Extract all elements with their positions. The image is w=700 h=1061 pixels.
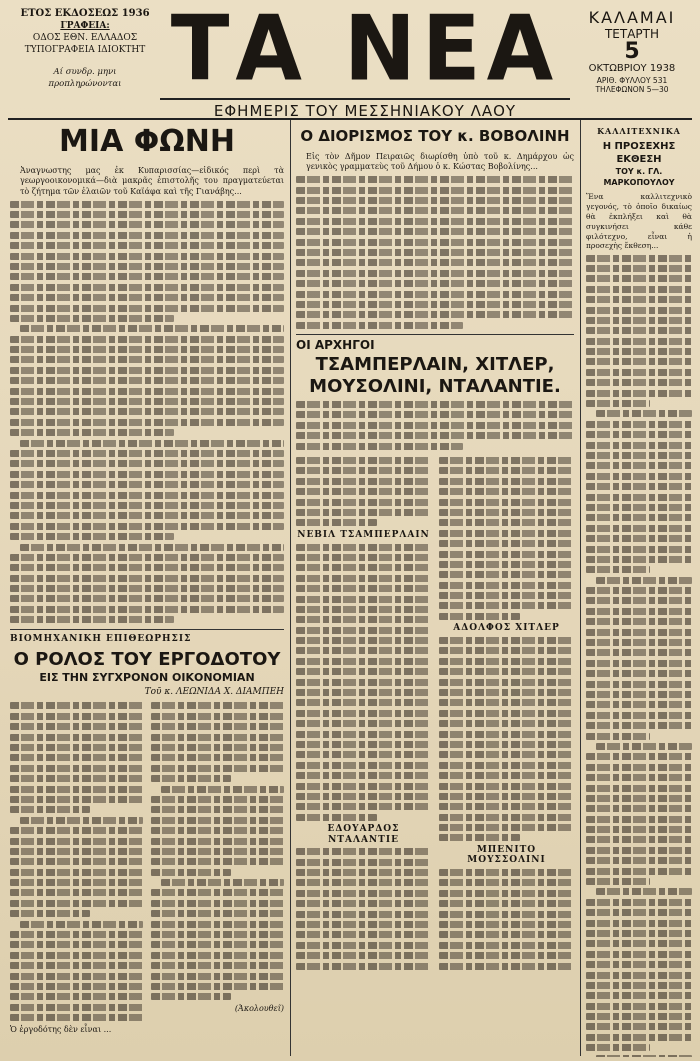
phone-number: ΤΗΛΕΦΩΝΟΝ 5—30 [595,85,669,94]
column-left [10,122,284,1057]
section-label-industrial: ΒΙΟΜΗΧΑΝΙΚΗ ΕΠΙΘΕΩΡΗΣΙΣ [10,634,192,645]
year-line: ΕΤΟΣ ΕΚΔΟΣΕΩΣ 1936 [20,8,150,19]
section-rule-2 [296,334,574,335]
headline-mia-foni: ΜΙΑ ΦΩΝΗ [59,124,235,159]
subscription-note-1: Αί συνδρ. μηνι [53,67,117,77]
column-divider-1 [290,120,291,1056]
masthead-rule [8,118,692,120]
offices-label: ΓΡΑΦΕΙΑ: [60,21,110,31]
headline-role-employer-1: Ο ΡΟΛΟΣ ΤΟΥ ΕΡΓΟΔΟΤΟΥ [13,648,281,670]
headline-leaders-3: ΜΟΥΣΟΛΙΝΙ, ΝΤΑΛΑΝΤΙΕ. [309,375,561,397]
article-leaders-body [296,454,574,973]
city: ΚΑΛΑΜΑΙ [588,8,676,27]
name-head-daladier: ΕΔΟΥΑΡΔΟΣ ΝΤΑΛΑΝΤΙΕ [327,824,400,845]
offices-line-1: ΟΔΟΣ ΕΘΝ. ΕΛΛΑΔΟΣ [32,33,138,43]
masthead-right-info [572,8,692,94]
subscription-note-2: προπληρώνονται [48,79,122,89]
headline-exhibition-2: ΤΟΥ κ. ΓΛ. ΜΑΡΚΟΠΟΥΛΟΥ [603,167,675,188]
article-exhibition-body [586,255,692,1057]
issue-number: ΑΡΙΘ. ΦΥΛΛΟΥ 531 [596,76,668,85]
employer-footer-left: Ὁ ἐργοδότης δὲν εἶναι ... [10,1024,112,1034]
headline-vovolinis: Ο ΔΙΟΡΙΣΜΟΣ ΤΟΥ κ. ΒΟΒΟΛΙΝΗ [300,127,570,145]
byline-diampei: Τοῦ κ. ΛΕΩΝΙΔΑ Χ. ΔΙΑΜΠΕΗ [144,686,284,697]
day-number: 5 [624,39,640,64]
article-exhibition-lead: Ἕνα καλλιτεχνικὸ γεγονός, τὸ ὁποῖο δικαίως θὰ ἐκπλήξει καὶ θὰ συγκινήσει κάθε φιλότεχνο, εἶναι ἡ προσεχὴς ἔκθεση... [586,192,692,251]
section-label-arts: ΚΑΛΛΙΤΕΧΝΙΚΑ [597,126,681,136]
weekday: ΤΕΤΑΡΤΗ [604,27,660,41]
newspaper-title: ΤΑ ΝΕΑ [170,0,560,102]
masthead-left-info [10,8,160,90]
column-right [586,122,692,1057]
month-year: ΟΚΤΩΒΡΙΟΥ 1938 [588,63,676,74]
employer-continued: (Ἀκολουθεῖ) [234,1003,284,1013]
article-vovolinis-lead: Εἰς τὸν Δῆμον Πειραιῶς διωρίσθη ὑπὸ τοῦ κ. Δημάρχου ὡς γενικὸς γραμματεὺς τοῦ Δήμου ὁ κ. Κώστας Βοβολίνης... [306,152,574,172]
offices-line-2: ΤΥΠΟΓΡΑΦΕΙΑ ΙΔΙΟΚΤΗΤ [24,45,146,55]
headline-exhibition-1: Η ΠΡΟΣΕΧΗΣ ΕΚΘΕΣΗ [602,141,676,166]
column-divider-2 [580,120,581,1056]
name-head-chamberlain: ΝΕΒΙΛ ΤΣΑΜΠΕΡΛΑΙΝ [297,529,430,540]
name-head-hitler: ΑΔΟΛΦΟΣ ΧΙΤΛΕΡ [453,623,560,634]
article-mia-foni-body [10,201,284,624]
headline-leaders-1: ΟΙ ΑΡΧΗΓΟΙ [296,337,375,352]
article-employer-body [10,699,284,1035]
headline-role-employer-2: ΕΙΣ ΤΗΝ ΣΥΓΧΡΟΝΟΝ ΟΙΚΟΝΟΜΙΑΝ [39,670,255,684]
newspaper-subtitle: ΕΦΗΜΕΡΙΣ ΤΟΥ ΜΕΣΣΗΝΙΑΚΟΥ ΛΑΟΥ [160,98,570,120]
headline-leaders-2: ΤΣΑΜΠΕΡΛΑΙΝ, ΧΙΤΛΕΡ, [315,353,555,375]
article-mia-foni-lead: Ἀναγνωστης μας ἐκ Κυπαρισσίας—εἰδικός περὶ τὰ γεωργοοικονομικά—διὰ μακρᾶς ἐπιστολῆς του πραγματεύεται τὸ ζήτημα τῶν ἐλαιῶν τοῦ Καϊάφα καὶ τῆς Γιανάβης... [20,166,284,196]
column-middle [296,122,574,1057]
article-vovolinis-body [296,176,574,328]
article-leaders-intro [296,401,574,450]
name-head-mussolini: ΜΠΕΝΙΤΟ ΜΟΥΣΣΟΛΙΝΙ [467,844,546,866]
section-rule [10,629,284,630]
